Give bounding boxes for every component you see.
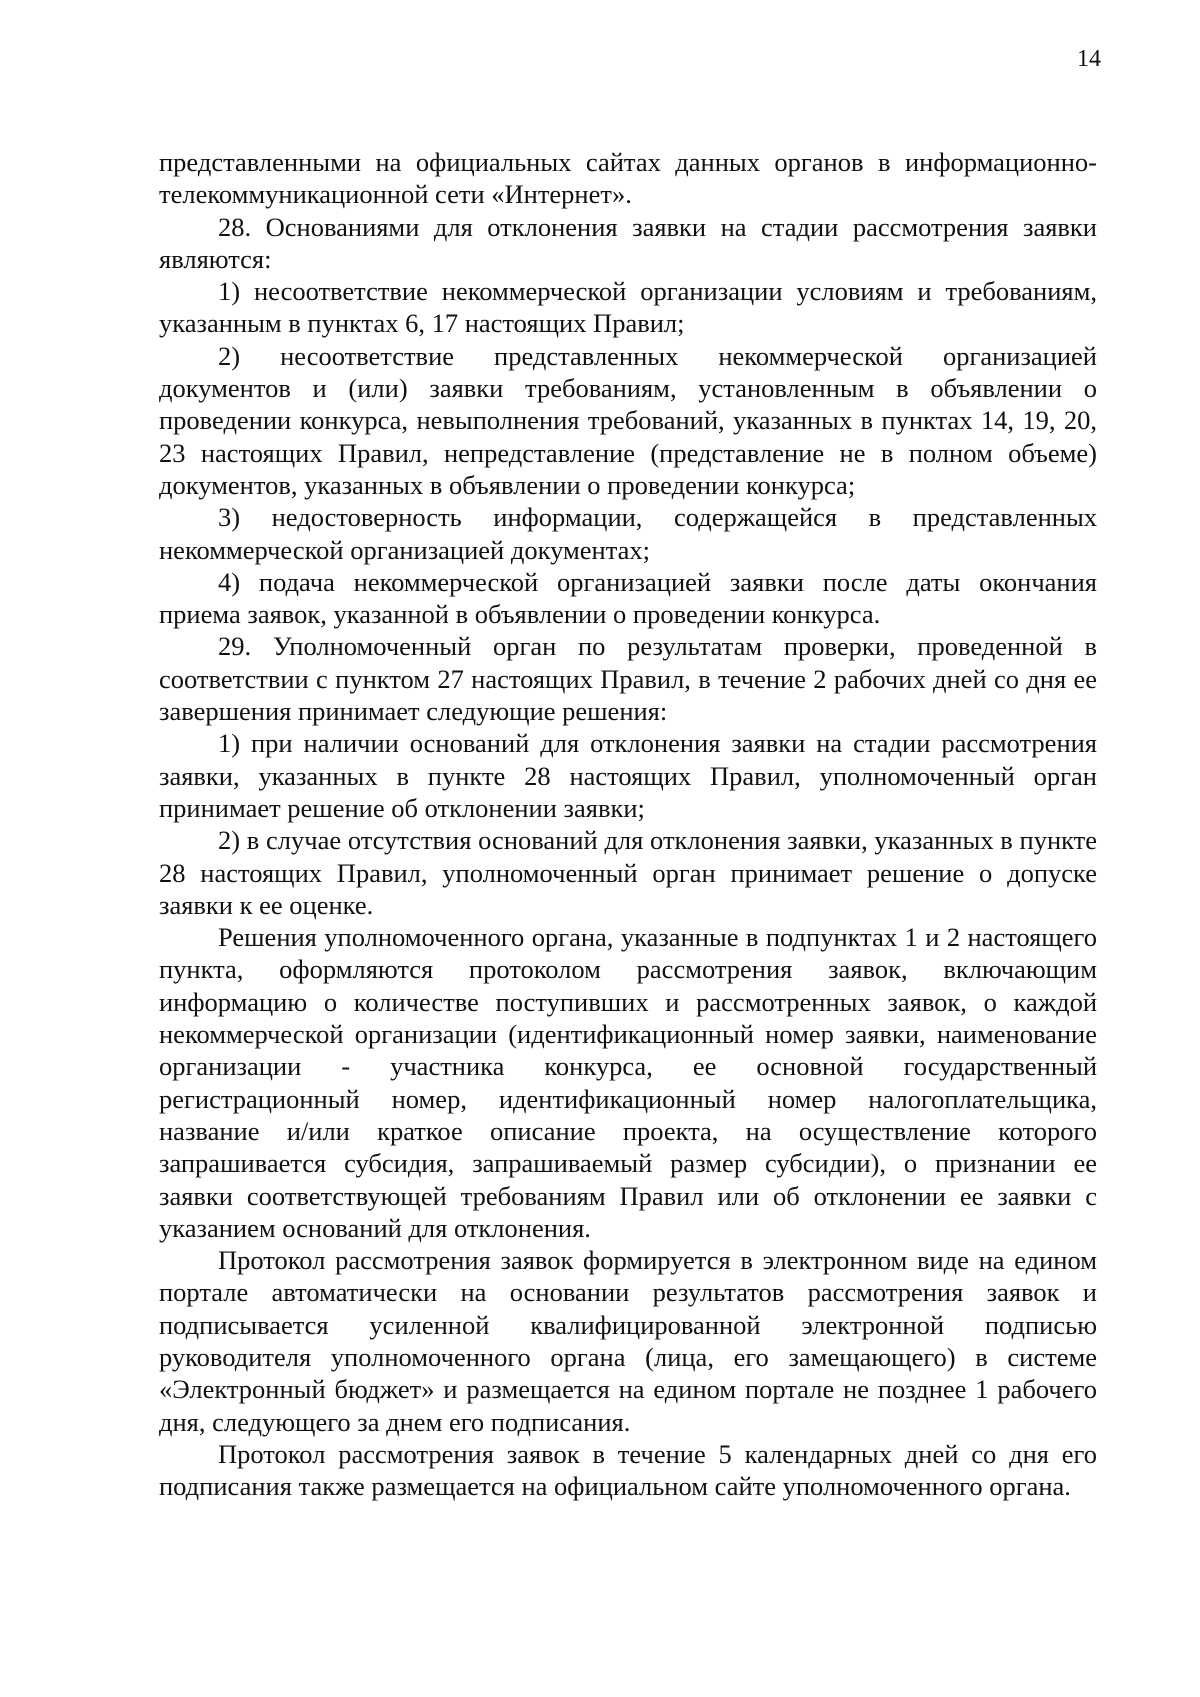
paragraph-item-29-1: 1) при наличии оснований для отклонения заявки на стадии рассмотрения заявки, указанных в пункте 28 настоящих Правил, уполномоченный орган принимает решение об отклонении заявки;: [159, 728, 1097, 823]
paragraph-protocol-publication: Протокол рассмотрения заявок в течение 5 календарных дней со дня его подписания также размещается на официальном сайте уполномоченного органа.: [159, 1438, 1097, 1502]
page-number: 14: [1077, 46, 1101, 72]
paragraph-item-28-1: 1) несоответствие некоммерческой организации условиям и требованиям, указанным в пунктах 6, 17 настоящих Правил;: [159, 276, 1097, 339]
paragraph-item-28-4: 4) подача некоммерческой организацией заявки после даты окончания приема заявок, указанной в объявлении о проведении конкурса.: [159, 566, 1097, 630]
paragraph-item-28-2: 2) несоответствие представленных некоммерческой организацией документов и (или) заявки требованиям, установленным в объявлении о проведении конкурса, невыполнения требований, указанных в пунктах 14, 19, 20, 23 настоящих Правил, непредставление (представление не в полном объеме) документов, указанных в объявлении о проведении конкурса;: [159, 340, 1097, 500]
paragraph-item-29-2: 2) в случае отсутствия оснований для отклонения заявки, указанных в пункте 28 настоящих Правил, уполномоченный орган принимает решение о допуске заявки к ее оценке.: [159, 825, 1097, 920]
paragraph-protocol-formation: Протокол рассмотрения заявок формируется в электронном виде на едином портале автоматически на основании результатов рассмотрения заявок и подписывается усиленной квалифицированной электронной подписью руководителя уполномоченного органа (лица, его замещающего) в системе «Электронный бюджет» и размещается на едином портале не позднее 1 рабочего дня, следующего за днем его подписания.: [159, 1245, 1097, 1437]
paragraph-item-29: 29. Уполномоченный орган по результатам проверки, проведенной в соответствии с пунктом 27 настоящих Правил, в течение 2 рабочих дней со дня ее завершения принимает следующие решения:: [159, 631, 1097, 727]
paragraph-decisions: Решения уполномоченного органа, указанные в подпунктах 1 и 2 настоящего пункта, оформляются протоколом рассмотрения заявок, включающим информацию о количестве поступивших и рассмотренных заявок, о каждой некоммерческой организации (идентификационный номер заявки, наименование организации - участника конкурса, ее основной государственный регистрационный номер, идентификационный номер налогоплательщика, название и/или краткое описание проекта, на осуществление которого запрашивается субсидия, запрашиваемый размер субсидии), о признании ее заявки соответствующей требованиям Правил или об отклонении ее заявки с указанием оснований для отклонения.: [159, 922, 1097, 1243]
paragraph-continuation: представленными на официальных сайтах данных органов в информационно-телекоммуникационной сети «Интернет».: [159, 147, 1097, 210]
paragraph-item-28-3: 3) недостоверность информации, содержащейся в представленных некоммерческой организацией документах;: [159, 502, 1097, 565]
document-body: [159, 146, 1097, 1502]
paragraph-item-28: 28. Основаниями для отклонения заявки на стадии рассмотрения заявки являются:: [159, 211, 1097, 274]
